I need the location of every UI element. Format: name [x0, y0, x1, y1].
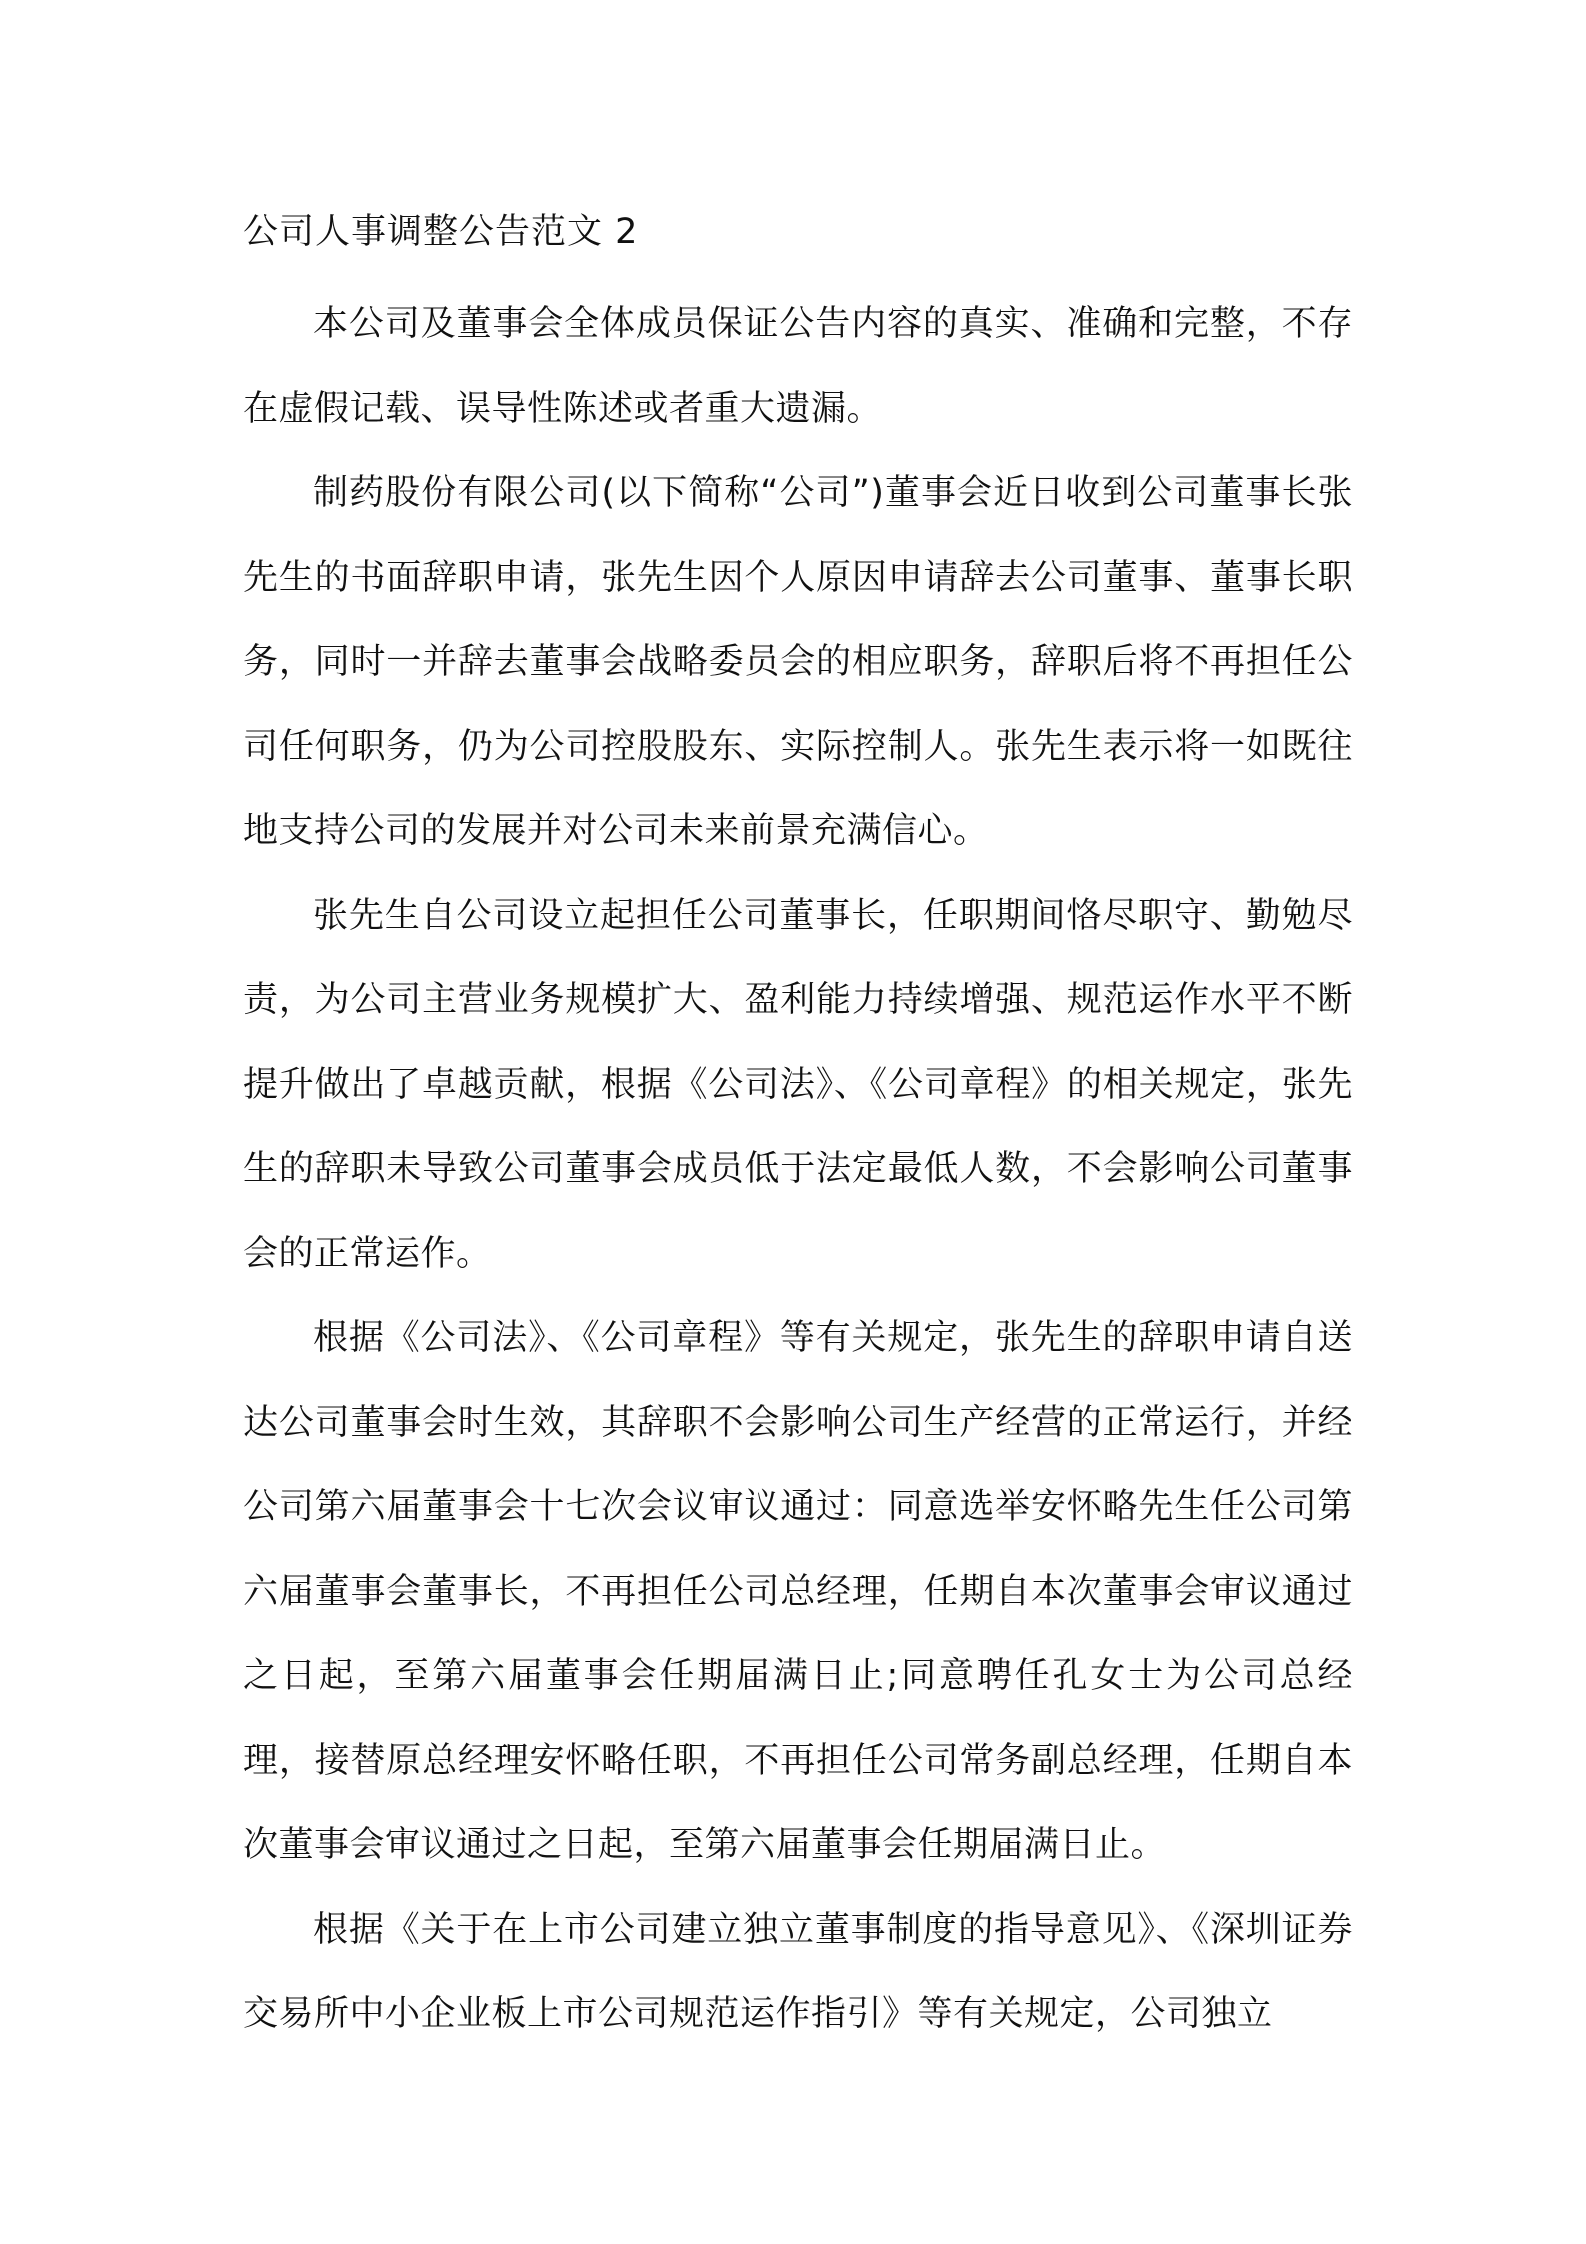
- paragraph-resignation: 制药股份有限公司(以下简称“公司”)董事会近日收到公司董事长张先生的书面辞职申请，张先生因个人原因申请辞去公司董事、董事长职务，同时一并辞去董事会战略委员会的相应职务，辞职后将不再担任公司任何职务，仍为公司控股股东、实际控制人。张先生表示将一如既往地支持公司的发展并对公司未来前景充满信心。: [243, 473, 1353, 851]
- paragraph-declaration: 本公司及董事会全体成员保证公告内容的真实、准确和完整，不存在虚假记载、误导性陈述或者重大遗漏。: [243, 304, 1353, 429]
- paragraph-appointment: 根据《公司法》、《公司章程》等有关规定，张先生的辞职申请自送达公司董事会时生效，其辞职不会影响公司生产经营的正常运行，并经公司第六届董事会十七次会议审议通过：同意选举安怀略先生任公司第六届董事会董事长，不再担任公司总经理，任期自本次董事会审议通过之日起，至第六届董事会任期届满日止;同意聘任孔女士为公司总经理，接替原总经理安怀略任职，不再担任公司常务副总经理，任期自本次董事会审议通过之日起，至第六届董事会任期届满日止。: [243, 1318, 1353, 1865]
- document-body: [243, 202, 1353, 2057]
- paragraph-independent-directors: 根据《关于在上市公司建立独立董事制度的指导意见》、《深圳证券交易所中小企业板上市公司规范运作指引》等有关规定，公司独立: [243, 1909, 1353, 2034]
- paragraph-contribution: 张先生自公司设立起担任公司董事长，任职期间恪尽职守、勤勉尽责，为公司主营业务规模扩大、盈利能力持续增强、规范运作水平不断提升做出了卓越贡献，根据《公司法》、《公司章程》的相关规定，张先生的辞职未导致公司董事会成员低于法定最低人数，不会影响公司董事会的正常运作。: [243, 895, 1353, 1274]
- document-title: 公司人事调整公告范文 2: [243, 212, 639, 252]
